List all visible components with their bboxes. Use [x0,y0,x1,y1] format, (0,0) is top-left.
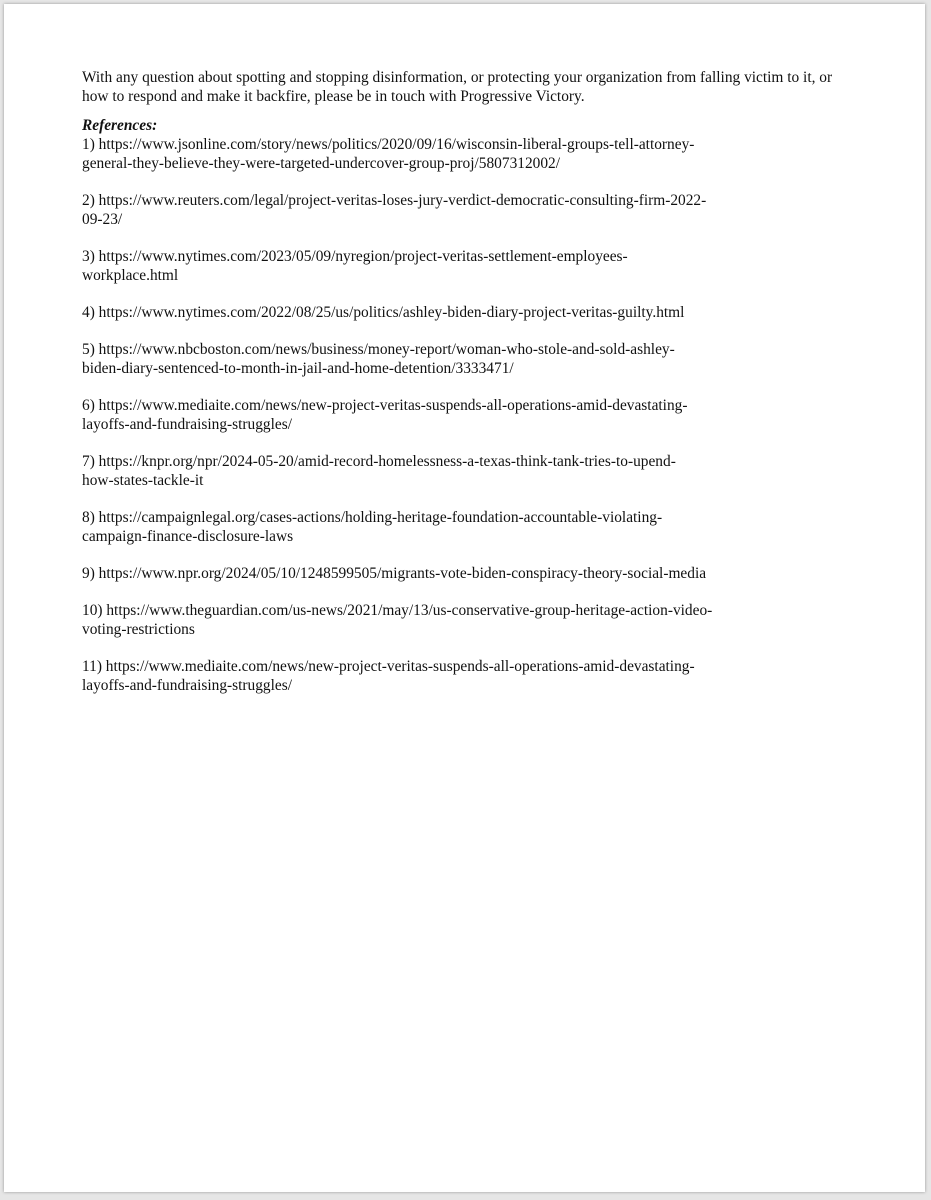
reference-line: biden-diary-sentenced-to-month-in-jail-and-home-detention/3333471/ [82,360,514,377]
reference-item [82,340,862,378]
reference-line: general-they-believe-they-were-targeted-undercover-group-proj/5807312002/ [82,155,561,172]
reference-line: 09-23/ [82,211,123,228]
document-body [82,68,862,713]
reference-item [82,191,862,229]
reference-line: 10) https://www.theguardian.com/us-news/2021/may/13/us-conservative-group-heritage-action-video- [82,602,713,619]
reference-line: layoffs-and-fundraising-struggles/ [82,677,293,694]
reference-item [82,396,862,434]
reference-list [82,135,862,695]
reference-item [82,657,862,695]
reference-item [82,564,862,583]
reference-line: 8) https://campaignlegal.org/cases-actions/holding-heritage-foundation-accountable-violating- [82,509,663,526]
intro-paragraph: With any question about spotting and stopping disinformation, or protecting your organization from falling victim to it, or how to respond and make it backfire, please be in touch with Progressive Victory. [82,69,833,105]
reference-line: 6) https://www.mediaite.com/news/new-project-veritas-suspends-all-operations-amid-devastating- [82,397,688,414]
reference-line: 9) https://www.npr.org/2024/05/10/1248599505/migrants-vote-biden-conspiracy-theory-social-media [82,565,707,582]
reference-line: 4) https://www.nytimes.com/2022/08/25/us/politics/ashley-biden-diary-project-veritas-guilty.html [82,304,685,321]
reference-item [82,601,862,639]
reference-line: 11) https://www.mediaite.com/news/new-project-veritas-suspends-all-operations-amid-devastating- [82,658,695,675]
reference-line: 1) https://www.jsonline.com/story/news/politics/2020/09/16/wisconsin-liberal-groups-tell-attorney- [82,136,695,153]
reference-line: 5) https://www.nbcboston.com/news/business/money-report/woman-who-stole-and-sold-ashley- [82,341,675,358]
reference-line: campaign-finance-disclosure-laws [82,528,294,545]
reference-line: voting-restrictions [82,621,195,638]
reference-item [82,247,862,285]
references-heading: References: [82,117,158,134]
reference-item [82,135,862,173]
reference-line: 2) https://www.reuters.com/legal/project-veritas-loses-jury-verdict-democratic-consulting-firm-2022- [82,192,707,209]
reference-item [82,303,862,322]
reference-item [82,452,862,490]
document-page [4,4,925,1192]
reference-item [82,508,862,546]
reference-line: 7) https://knpr.org/npr/2024-05-20/amid-record-homelessness-a-texas-think-tank-tries-to-upend- [82,453,676,470]
reference-line: 3) https://www.nytimes.com/2023/05/09/nyregion/project-veritas-settlement-employees- [82,248,628,265]
reference-line: layoffs-and-fundraising-struggles/ [82,416,293,433]
reference-line: how-states-tackle-it [82,472,204,489]
reference-line: workplace.html [82,267,179,284]
